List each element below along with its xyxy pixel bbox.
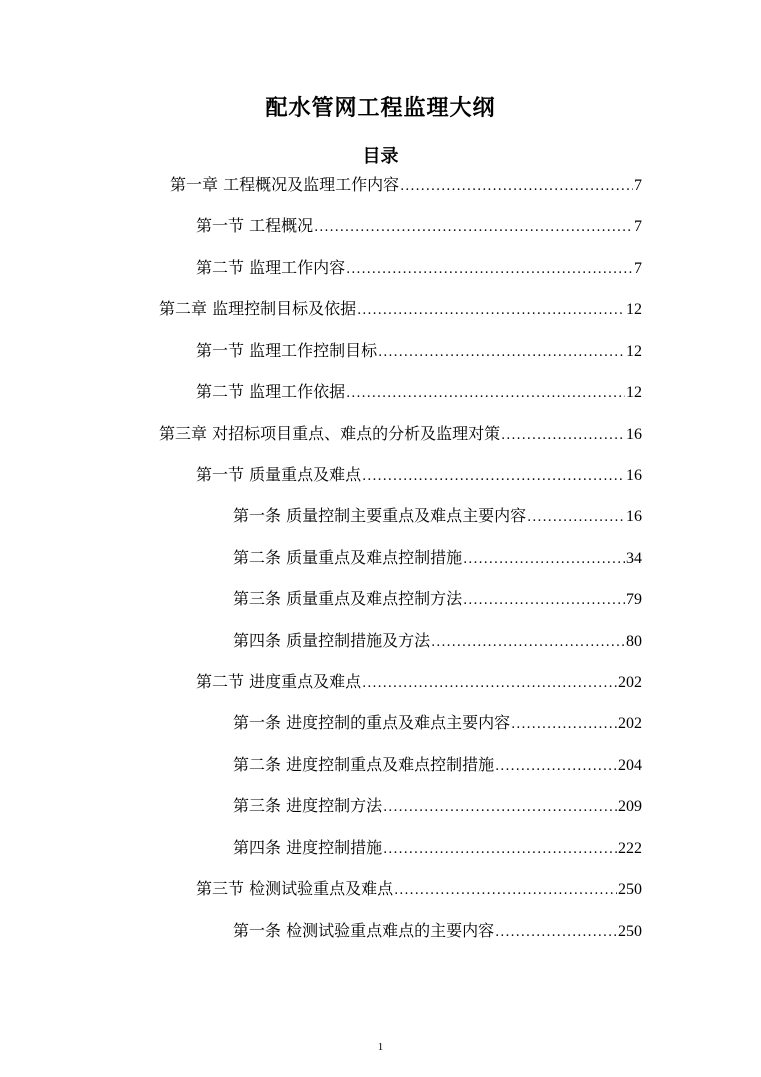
toc-entry-label: 第一节 工程概况 xyxy=(196,216,314,235)
toc-entry-label: 第二节 进度重点及难点 xyxy=(196,672,362,691)
toc-entry-page: 7 xyxy=(634,177,642,194)
toc-leader-dots xyxy=(378,342,625,364)
toc-entry[interactable] xyxy=(170,174,642,196)
toc-entry-label: 第一条 质量控制主要重点及难点主要内容 xyxy=(233,506,527,525)
toc-entry[interactable] xyxy=(196,464,642,486)
toc-entry-page: 202 xyxy=(618,715,642,732)
toc-entry[interactable] xyxy=(233,547,642,569)
document-title: 配水管网工程监理大纲 xyxy=(265,96,496,121)
toc-entry[interactable] xyxy=(196,257,642,279)
toc-entry-page: 12 xyxy=(626,343,642,360)
toc-entry[interactable] xyxy=(233,630,642,652)
page-number: 1 xyxy=(377,1041,384,1053)
toc-entry-label: 第三条 进度控制方法 xyxy=(233,796,383,815)
toc-leader-dots xyxy=(495,756,617,778)
toc-entry-page: 250 xyxy=(618,881,642,898)
toc-entry-page: 7 xyxy=(634,218,642,235)
toc-entry-label: 第二条 质量重点及难点控制措施 xyxy=(233,548,463,567)
toc-entry-label: 第一节 质量重点及难点 xyxy=(196,465,362,484)
toc-entry-page: 34 xyxy=(626,550,642,567)
toc-entry-page: 16 xyxy=(626,508,642,525)
toc-entry[interactable] xyxy=(233,754,642,776)
toc-leader-dots xyxy=(511,714,617,736)
toc-entry-label: 第三节 检测试验重点及难点 xyxy=(196,879,394,898)
toc-entry[interactable] xyxy=(196,671,642,693)
toc-entry[interactable] xyxy=(159,298,642,320)
toc-entry[interactable] xyxy=(196,340,642,362)
toc-leader-dots xyxy=(362,673,617,695)
toc-entry[interactable] xyxy=(196,878,642,900)
toc-leader-dots xyxy=(383,797,617,819)
toc-entry-label: 第二节 监理工作依据 xyxy=(196,382,346,401)
toc-entry-page: 209 xyxy=(618,798,642,815)
toc-entry-label: 第二章 监理控制目标及依据 xyxy=(159,299,357,318)
toc-entry-page: 16 xyxy=(626,426,642,443)
toc-entry-page: 202 xyxy=(618,674,642,691)
toc-entry-label: 第一章 工程概况及监理工作内容 xyxy=(170,175,400,194)
toc-leader-dots xyxy=(501,425,625,447)
toc-leader-dots xyxy=(394,880,617,902)
toc-leader-dots xyxy=(314,217,633,239)
toc-entry[interactable] xyxy=(233,712,642,734)
toc-entry[interactable] xyxy=(233,505,642,527)
toc-entry-label: 第一节 监理工作控制目标 xyxy=(196,341,378,360)
toc-entry-label: 第一条 进度控制的重点及难点主要内容 xyxy=(233,713,511,732)
toc-entry-page: 204 xyxy=(618,757,642,774)
toc-leader-dots xyxy=(357,300,625,322)
toc-entry-page: 79 xyxy=(626,591,642,608)
toc-leader-dots xyxy=(362,466,625,488)
toc-entry[interactable] xyxy=(233,920,642,942)
toc-entry-label: 第四条 质量控制措施及方法 xyxy=(233,631,431,650)
toc-entry-label: 第三条 质量重点及难点控制方法 xyxy=(233,589,463,608)
toc-leader-dots xyxy=(431,632,625,654)
toc-entry[interactable] xyxy=(233,837,642,859)
toc-entry[interactable] xyxy=(196,215,642,237)
toc-leader-dots xyxy=(346,259,633,281)
toc-entry-page: 80 xyxy=(626,633,642,650)
toc-leader-dots xyxy=(400,176,633,198)
toc-leader-dots xyxy=(346,383,625,405)
toc-entry-page: 12 xyxy=(626,301,642,318)
toc-leader-dots xyxy=(527,507,625,529)
toc-entry-page: 250 xyxy=(618,923,642,940)
toc-entry-page: 222 xyxy=(618,840,642,857)
toc-entry[interactable] xyxy=(196,381,642,403)
toc-entry-page: 12 xyxy=(626,384,642,401)
toc-leader-dots xyxy=(463,590,625,612)
toc-entry-label: 第三章 对招标项目重点、难点的分析及监理对策 xyxy=(159,424,501,443)
toc-entry-label: 第二条 进度控制重点及难点控制措施 xyxy=(233,755,495,774)
toc-entry-label: 第二节 监理工作内容 xyxy=(196,258,346,277)
toc-entry[interactable] xyxy=(159,423,642,445)
toc-heading: 目录 xyxy=(362,146,399,167)
toc-leader-dots xyxy=(383,839,617,861)
toc-leader-dots xyxy=(463,549,625,571)
toc-entry-page: 16 xyxy=(626,467,642,484)
toc-entry-label: 第四条 进度控制措施 xyxy=(233,838,383,857)
toc-entry[interactable] xyxy=(233,795,642,817)
toc-entry[interactable] xyxy=(233,588,642,610)
toc-leader-dots xyxy=(495,922,617,944)
toc-entry-page: 7 xyxy=(634,260,642,277)
toc-entry-label: 第一条 检测试验重点难点的主要内容 xyxy=(233,921,495,940)
